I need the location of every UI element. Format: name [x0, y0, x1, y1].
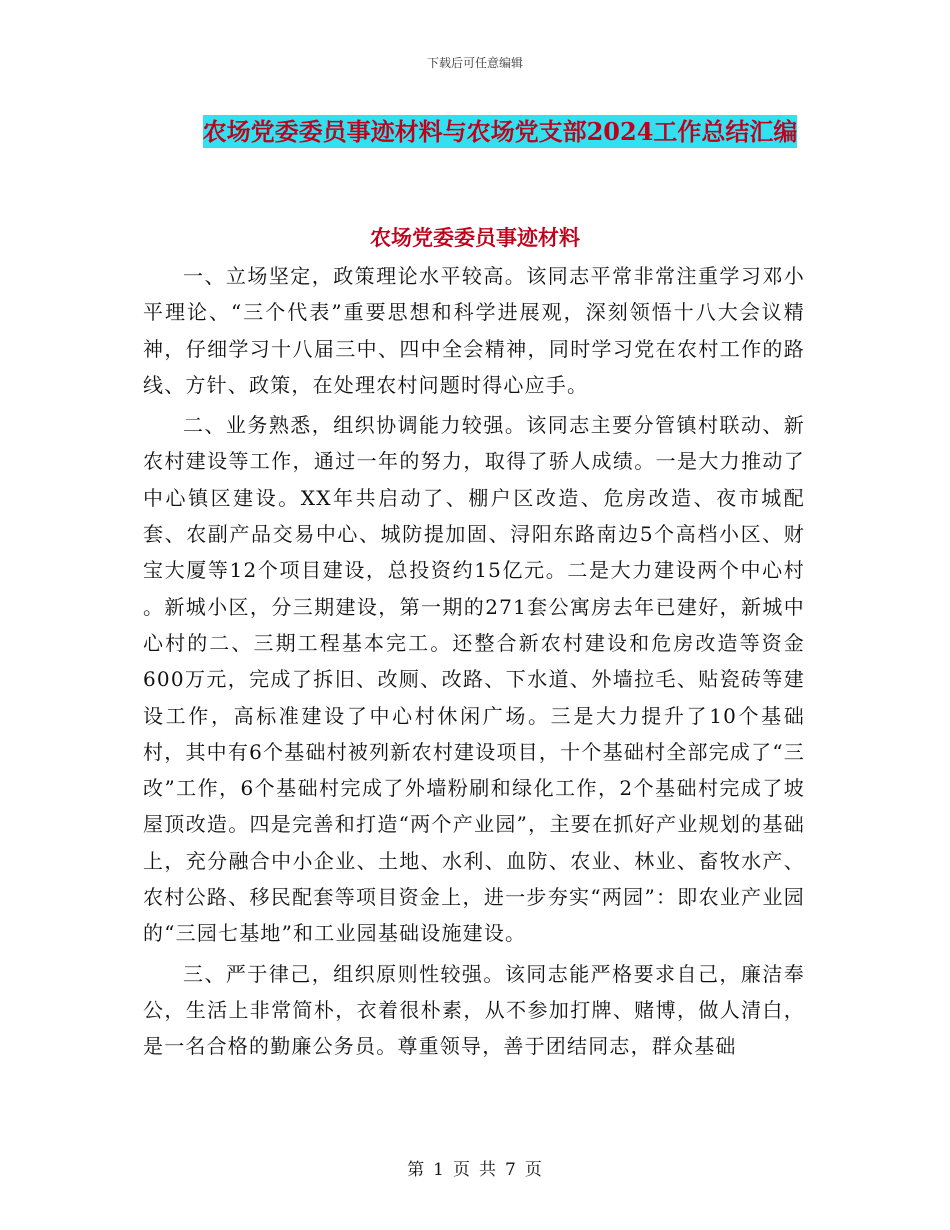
- page-footer: [0, 1155, 950, 1180]
- section-title: 农场党委委员事迹材料: [370, 225, 580, 250]
- footer-page-mid: 页: [453, 1160, 471, 1180]
- paragraph-1: 一、立场坚定，政策理论水平较高。该同志平常非常注重学习邓小平理论、“三个代表”重要思想和科学进展观，深刻领悟十八大会议精神，仔细学习十八届三中、四中全会精神，同时学习党在农村工作的路线、方针、政策，在处理农村问题时得心应手。: [143, 264, 805, 397]
- footer-page-prefix: 第: [407, 1160, 426, 1180]
- document-body: [143, 258, 805, 1065]
- footer-total-pages: 7: [505, 1160, 517, 1180]
- document-title: [140, 110, 860, 154]
- document-title-text: 农场党委委员事迹材料与农场党支部2024工作总结汇编: [202, 117, 798, 146]
- paragraph-3: 三、严于律己，组织原则性较强。该同志能严格要求自己，廉洁奉公，生活上非常简朴，衣着很朴素，从不参加打牌、赌博，做人清白，是一名合格的勤廉公务员。尊重领导，善于团结同志，群众基础: [143, 961, 805, 1059]
- footer-page-number: 1: [433, 1160, 445, 1180]
- footer-page-suffix: 页: [524, 1160, 543, 1180]
- page-header-note: 下载后可任意编辑: [426, 56, 523, 70]
- footer-total-prefix: 共: [479, 1160, 497, 1180]
- paragraph-2: 二、业务熟悉，组织协调能力较强。该同志主要分管镇村联动、新农村建设等工作，通过一年的努力，取得了骄人成绩。一是大力推动了中心镇区建设。XX年共启动了、棚户区改造、危房改造、夜市城配套、农副产品交易中心、城防提加固、浔阳东路南边5个高档小区、财宝大厦等12个项目建设，总投资约15亿元。二是大力建设两个中心村 。新城小区，分三期建设，第一期的271套公寓房去年已建好，新城中心村的二、三期工程基本完工。还整合新农村建设和危房改造等资金600万元，完成了拆旧、改厕、改路、下水道、外墙拉毛、贴瓷砖等建设工作，高标准建设了中心村休闲广场。三是大力提升了10个基础村，其中有6个基础村被列新农村建设项目，十个基础村全部完成了“三改”工作，6个基础村完成了外墙粉刷和绿化工作，2个基础村完成了坡屋顶改造。四是完善和打造“两个产业园”，主要在抓好产业规划的基础上，充分融合中小企业、土地、水利、血防、农业、林业、畜牧水产、农村公路、移民配套等项目资金上，进一步夯实“两园”：即农业产业园的“三园七基地”和工业园基础设施建设。: [143, 413, 805, 946]
